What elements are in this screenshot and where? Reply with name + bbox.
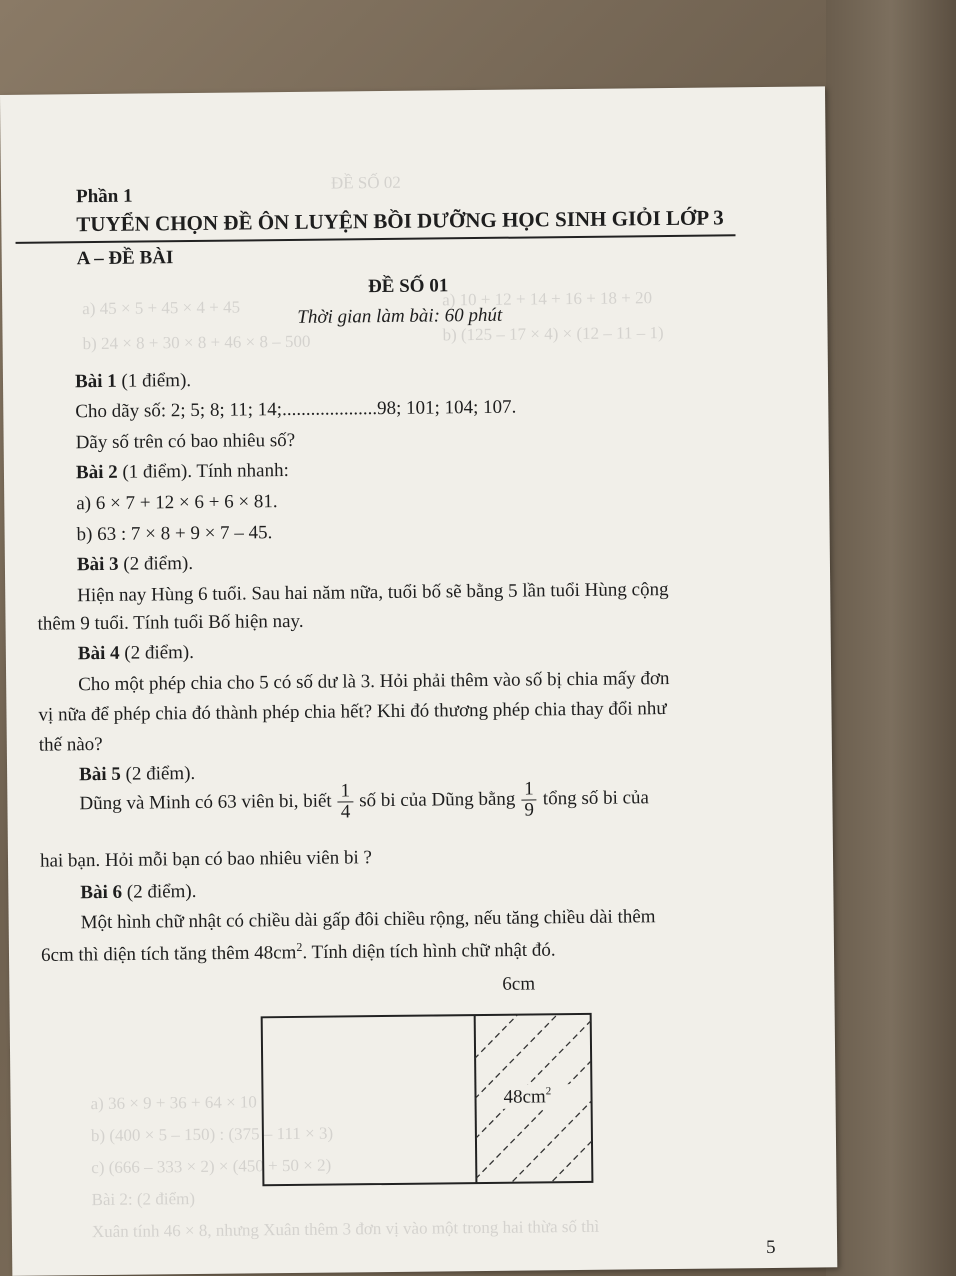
problem-6-line-2: 6cm thì diện tích tăng thêm $48cm^2$. Tính diện tích hình chữ nhật đó. xyxy=(40,939,556,966)
problem-5-line-1: Dũng và Minh có 63 viên bi, biết $\frac{1}{4}$ số bi của Dũng bằng $\frac{1}{9}$ tổng số bi của xyxy=(79,778,650,823)
problem-2-header: Bài 2 (1 điểm). Tính nhanh: xyxy=(75,459,289,484)
problem-6-header: Bài 6 (2 điểm). xyxy=(80,880,197,904)
problem-5-header: Bài 5 (2 điểm). xyxy=(79,762,196,786)
problem-5-line-2: hai bạn. Hỏi mỗi bạn có bao nhiêu viên bi ? xyxy=(39,847,373,872)
bleed-through-text: a) 10 + 12 + 14 + 16 + 18 + 20 xyxy=(442,288,653,310)
problem-4-header: Bài 4 (2 điểm). xyxy=(77,642,195,665)
bleed-through-text: b) 24 × 8 + 30 × 8 + 46 × 8 – 500 xyxy=(82,331,311,354)
problem-1-header: Bài 1 (1 điểm). xyxy=(74,370,192,393)
bleed-through-text: b) (400 × 5 – 150) : (375 – 111 × 3) xyxy=(90,1123,334,1146)
extension-divider xyxy=(475,1015,477,1183)
problem-4-line-2: vị nữa để phép chia đó thành phép chia hết? Khi đó thương phép chia thay đổi như xyxy=(38,698,667,726)
bleed-through-text: Bài 2: (2 điểm) xyxy=(91,1189,196,1210)
problem-1-question: Dãy số trên có bao nhiêu số? xyxy=(75,429,296,454)
problem-3-line-2: thêm 9 tuổi. Tính tuổi Bố hiện nay. xyxy=(37,610,304,635)
time-limit: Thời gian làm bài: 60 phút xyxy=(297,304,503,328)
problem-4-line-1: Cho một phép chia cho 5 có số dư là 3. Hỏi phải thêm vào số bị chia mấy đơn xyxy=(78,668,670,696)
bleed-through-text: Xuân tính 46 × 8, nhưng Xuân thêm 3 đơn vị vào một trong hai thừa số thì xyxy=(91,1216,600,1242)
section-heading: A – ĐỀ BÀI xyxy=(76,247,174,270)
diagram-top-label: 6cm xyxy=(502,973,536,995)
bleed-through-text: c) (666 – 333 × 2) × (450 + 50 × 2) xyxy=(91,1155,332,1178)
exam-title: ĐỀ SỐ 01 xyxy=(367,275,449,298)
problem-2-part-a: a) 6 × 7 + 12 × 6 + 6 × 81. xyxy=(76,491,278,515)
book-page xyxy=(0,86,837,1276)
bleed-through-text: b) (125 – 17 × 4) × (12 – 11 – 1) xyxy=(442,323,664,345)
main-title: TUYỂN CHỌN ĐỀ ÔN LUYỆN BỒI DƯỠNG HỌC SINH GIỎI LỚP 3 xyxy=(76,205,724,237)
area-label: $48cm^2$ xyxy=(503,1085,552,1108)
part-label: Phần 1 xyxy=(75,185,133,208)
bleed-through-text: a) 36 × 9 + 36 + 64 × 10 xyxy=(90,1092,257,1114)
bleed-through-text: ĐỀ SỐ 02 xyxy=(330,172,401,193)
problem-4-line-3: thế nào? xyxy=(38,733,103,756)
page-number: 5 xyxy=(766,1236,776,1259)
problem-3-line-1: Hiện nay Hùng 6 tuổi. Sau hai năm nữa, tuổi bố sẽ bằng 5 lần tuổi Hùng cộng xyxy=(77,579,669,607)
fraction-one-quarter: $\frac{1}{4}$ xyxy=(337,781,353,822)
rectangle-diagram xyxy=(260,1012,602,1191)
problem-3-header: Bài 3 (2 điểm). xyxy=(76,553,194,576)
fraction-one-ninth: $\frac{1}{9}$ xyxy=(521,779,537,820)
background-surface xyxy=(826,0,956,1276)
problem-1-sequence: Cho dãy số: 2; 5; 8; 11; 14;....................98; 101; 104; 107. xyxy=(75,396,517,423)
problem-6-line-1: Một hình chữ nhật có chiều dài gấp đôi chiều rộng, nếu tăng chiều dài thêm xyxy=(80,906,656,934)
problem-2-part-b: b) 63 : 7 × 8 + 9 × 7 – 45. xyxy=(76,522,273,546)
bleed-through-text: a) 45 × 5 + 45 × 4 + 45 xyxy=(82,297,241,319)
